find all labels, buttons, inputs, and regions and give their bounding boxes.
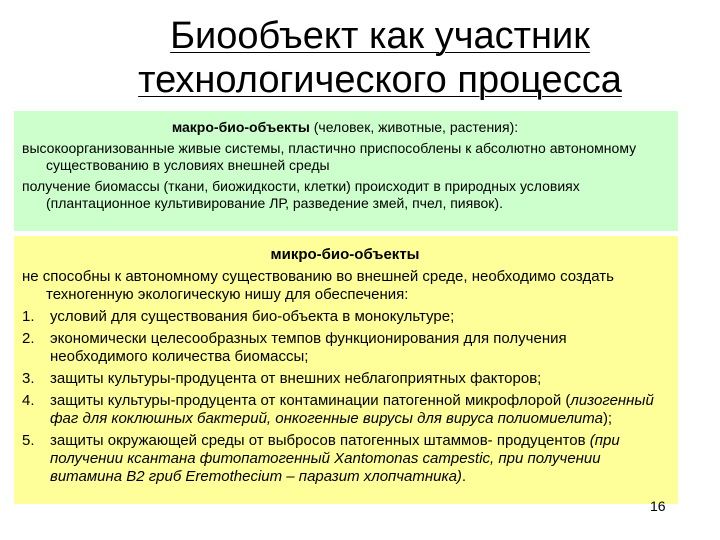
- list-item: [22, 308, 668, 326]
- list-item: [22, 432, 668, 486]
- list-item-text-block: [50, 392, 668, 428]
- macro-heading-rest: (человек, животные, растения):: [309, 119, 519, 135]
- list-item-italic: (при получении ксантана фитопатогенный Xantomonas campestic, при получении витамина В2 гриб Eremothecium – паразит хлопчатника): [50, 432, 620, 485]
- micro-heading-bold: микро-био-объекты: [270, 246, 420, 263]
- macro-bio-objects-box: [14, 111, 678, 231]
- list-item-number: 3.: [22, 370, 35, 387]
- list-item: [22, 370, 668, 388]
- list-item: [22, 330, 668, 366]
- page-number: 16: [650, 498, 666, 514]
- list-item-number: 1.: [22, 308, 35, 325]
- macro-heading-bold: макро-био-объекты: [171, 119, 310, 135]
- macro-paragraph-1: высокоорганизованные живые системы, пластично приспособлены к абсолютно автономному существованию в условиях внешней среды: [22, 140, 637, 173]
- list-item-italic: лизогенный фаг для коклюшных бактерий, онкогенные вирусы для вируса полиомиелита: [50, 392, 654, 427]
- micro-bio-objects-box: [14, 236, 678, 504]
- list-item-tail: .: [461, 468, 467, 485]
- list-item-text: условий для существования био-объекта в монокультуре;: [50, 308, 455, 325]
- list-item-number: 4.: [22, 392, 35, 409]
- micro-intro: не способны к автономному существованию во внешней среде, необходимо создать техногенную экологическую нишу для обеспечения:: [22, 268, 614, 303]
- list-item-number: 5.: [22, 432, 35, 449]
- micro-heading: [22, 246, 668, 264]
- list-item: [22, 392, 668, 428]
- title-line-1: Биообъект как участник: [170, 15, 590, 57]
- slide-title: [100, 14, 660, 102]
- list-item-text: защиты культуры-продуцента от контаминации патогенной микрофлорой (: [50, 392, 571, 409]
- list-item-text: защиты культуры-продуцента от внешних неблагоприятных факторов;: [50, 370, 542, 387]
- list-item-number: 2.: [22, 330, 35, 347]
- list-item-tail: );: [602, 410, 613, 427]
- title-line-2: технологического процесса: [138, 59, 622, 101]
- list-item-text: защиты окружающей среды от выбросов патогенных штаммов- продуцентов: [50, 432, 590, 449]
- list-item-text: экономически целесообразных темпов функционирования для получения необходимого количества биомассы;: [50, 330, 567, 365]
- list-item-text-block: [50, 432, 668, 486]
- macro-paragraph-2: получение биомассы (ткани, биожидкости, клетки) происходит в природных условиях (плантационное культивирование ЛР, разведение змей, пчел, пиявок).: [22, 178, 580, 211]
- macro-heading: [22, 119, 668, 136]
